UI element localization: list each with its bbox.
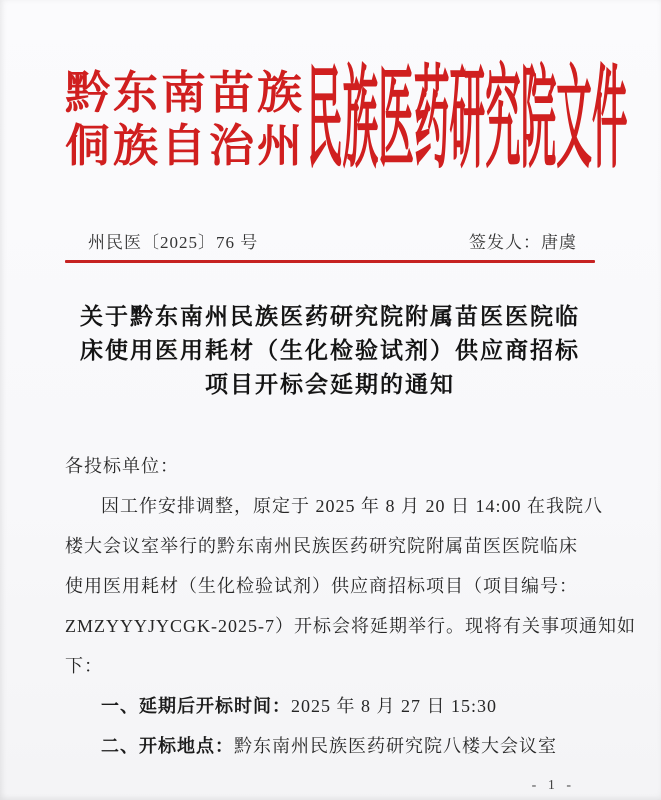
letterhead-institute-text: 民族医药研究院文件 [307,58,628,182]
document-meta-row [65,228,595,253]
paragraph-line: ZMZYYYJYCGK-2025-7）开标会将延期举行。现将有关事项通知如 [65,616,636,636]
title-line-3: 项目开标会延期的通知 [205,372,455,397]
notice-item-2-label: 二、开标地点： [101,736,234,756]
paragraph-line: 因工作安排调整，原定于 2025 年 8 月 20 日 14:00 在我院八 [101,496,603,516]
paragraph-line: 使用医用耗材（生化检验试剂）供应商招标项目（项目编号： [65,576,578,596]
main-paragraph [65,486,636,686]
notice-item-2-value: 黔东南州民族医药研究院八楼大会议室 [234,736,557,756]
letterhead-institute-name [305,58,628,182]
notice-item-1-value: 2025 年 8 月 27 日 15:30 [291,696,498,716]
title-line-1: 关于黔东南州民族医药研究院附属苗医医院临 [80,304,580,329]
paragraph-line: 下： [65,656,103,676]
letterhead-line-2: 侗族自治州 [65,121,306,171]
title-line-2: 床使用医用耗材（生化检验试剂）供应商招标 [80,338,580,363]
paragraph-line: 楼大会议室举行的黔东南州民族医药研究院附属苗医医院临床 [65,536,578,556]
salutation: 各投标单位： [65,456,179,476]
page-number: - 1 - [531,778,575,793]
red-divider-line [65,260,595,263]
letterhead-line-1: 黔东南苗族 [65,68,306,118]
document-body [65,446,636,766]
issuer: 签发人：唐虞 [469,233,577,252]
letterhead-prefecture-name [65,67,305,173]
notice-item-1 [65,686,595,726]
notice-item-1-label: 一、延期后开标时间： [101,696,291,716]
document-title [65,300,595,402]
notice-item-2 [65,726,595,766]
letterhead [65,0,628,182]
document-number: 州民医〔2025〕76 号 [88,233,259,252]
